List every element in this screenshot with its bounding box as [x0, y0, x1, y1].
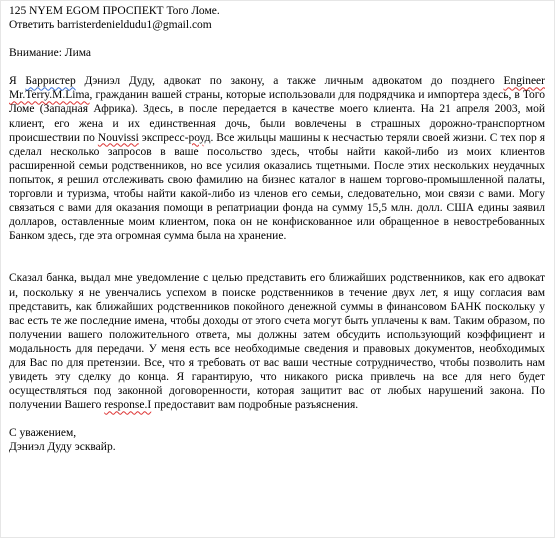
text-run: Сказал банка, выдал мне уведомление с целью представить его ближайших родственников, как его адвокат и, поскольку я не увенчались успехом в поиске родственников в течение двух лет, я ищу согласия вам представить, как ближайших родственников покойного денежной суммы в финансовом БАНК поскольку у вас есть те же последние имена, чтобы доходы от этого счета могут быть уплачены к вам. Таким образом, по получении вашего положительного ответа, мы должны затем обсудить использующий коэффициент и модальность для передачи. У меня есть все необходимые сведения и правовых документов, необходимых для Вас по для претензии. Все, что я требовать от вас ваши честные сотрудничество, чтобы позволить нам увидеть эту сделку до конца. Я гарантирую, что никакого риска привлечь на все для него будет осуществляться под законной договоренности, которая защитит вас от любых нарушений закона. По получении Вашего [9, 272, 545, 412]
text-run: . Все жильцы машины к несчастью теряли своей жизни. С тех пор я сделал несколько запросов в ваше посольство здесь, чтобы найти какой-либо из моих клиентов расширенной семьи родственников, но все усилия оказались тщетными. После этих нескольких неудачных попыток, я решил отслеживать свою фамилию на бизнес каталог в нашем торгово-промышленной палаты, торговли и туризма, чтобы найти какой-либо из членов его семьи, следовательно, мои связи с вами. Могу связаться с вами для оказания помощи в репатриации фонда на сумму 15,5 млн. долл. США едины заявил долларов, оставленные моим клиентом, пока он не конфискованное или обращенное в невостребованных Банком здесь, где эта огромная сумма была на хранение. [9, 131, 545, 243]
text-run: предоставит вам подробные разъяснения. [151, 399, 359, 412]
paragraph-1 [9, 74, 545, 243]
paragraph-2 [9, 271, 545, 412]
spellcheck-word-nouvissi: Nouvissi [97, 131, 139, 144]
text-run: экспресс- [138, 131, 189, 144]
reply-email-line: Ответить barristerdenieldudu1@gmail.com [9, 19, 212, 32]
closing-regards: С уважением, [9, 427, 77, 440]
spacer [9, 32, 545, 46]
spacer [9, 243, 545, 271]
spellcheck-word-road: роуд [188, 131, 211, 144]
greeting-line: Внимание: Лима [9, 47, 92, 60]
text-run: , гражданин вашей страны, которые использовали для подрядчика и импортера здесь, в Того Ломе (Западная Африка). Здесь, в после передается в качестве моего клиента. На 21 апреля 2003, мой клиент, его жена и их единственная дочь, были вовлечены в страшных дорожно-транспортном происшествии по [9, 89, 545, 144]
address-line: 125 NYEM EGOM ПРОСПЕКТ Того Ломе. [9, 5, 220, 17]
spellcheck-word-engineer: Engineer Mr.Terry.M.Lima [9, 75, 545, 102]
spellcheck-word-barrister: Барристер [25, 75, 76, 88]
text-run: Дэниэл Дуду, адвокат по закону, а также личным адвокатом до позднего [75, 75, 504, 88]
text-run: Я [9, 75, 26, 88]
spacer [9, 60, 545, 74]
spacer [9, 412, 545, 426]
signature-line: Дэниэл Дуду эсквайр. [9, 441, 116, 454]
spellcheck-word-response: response.I [104, 399, 152, 412]
